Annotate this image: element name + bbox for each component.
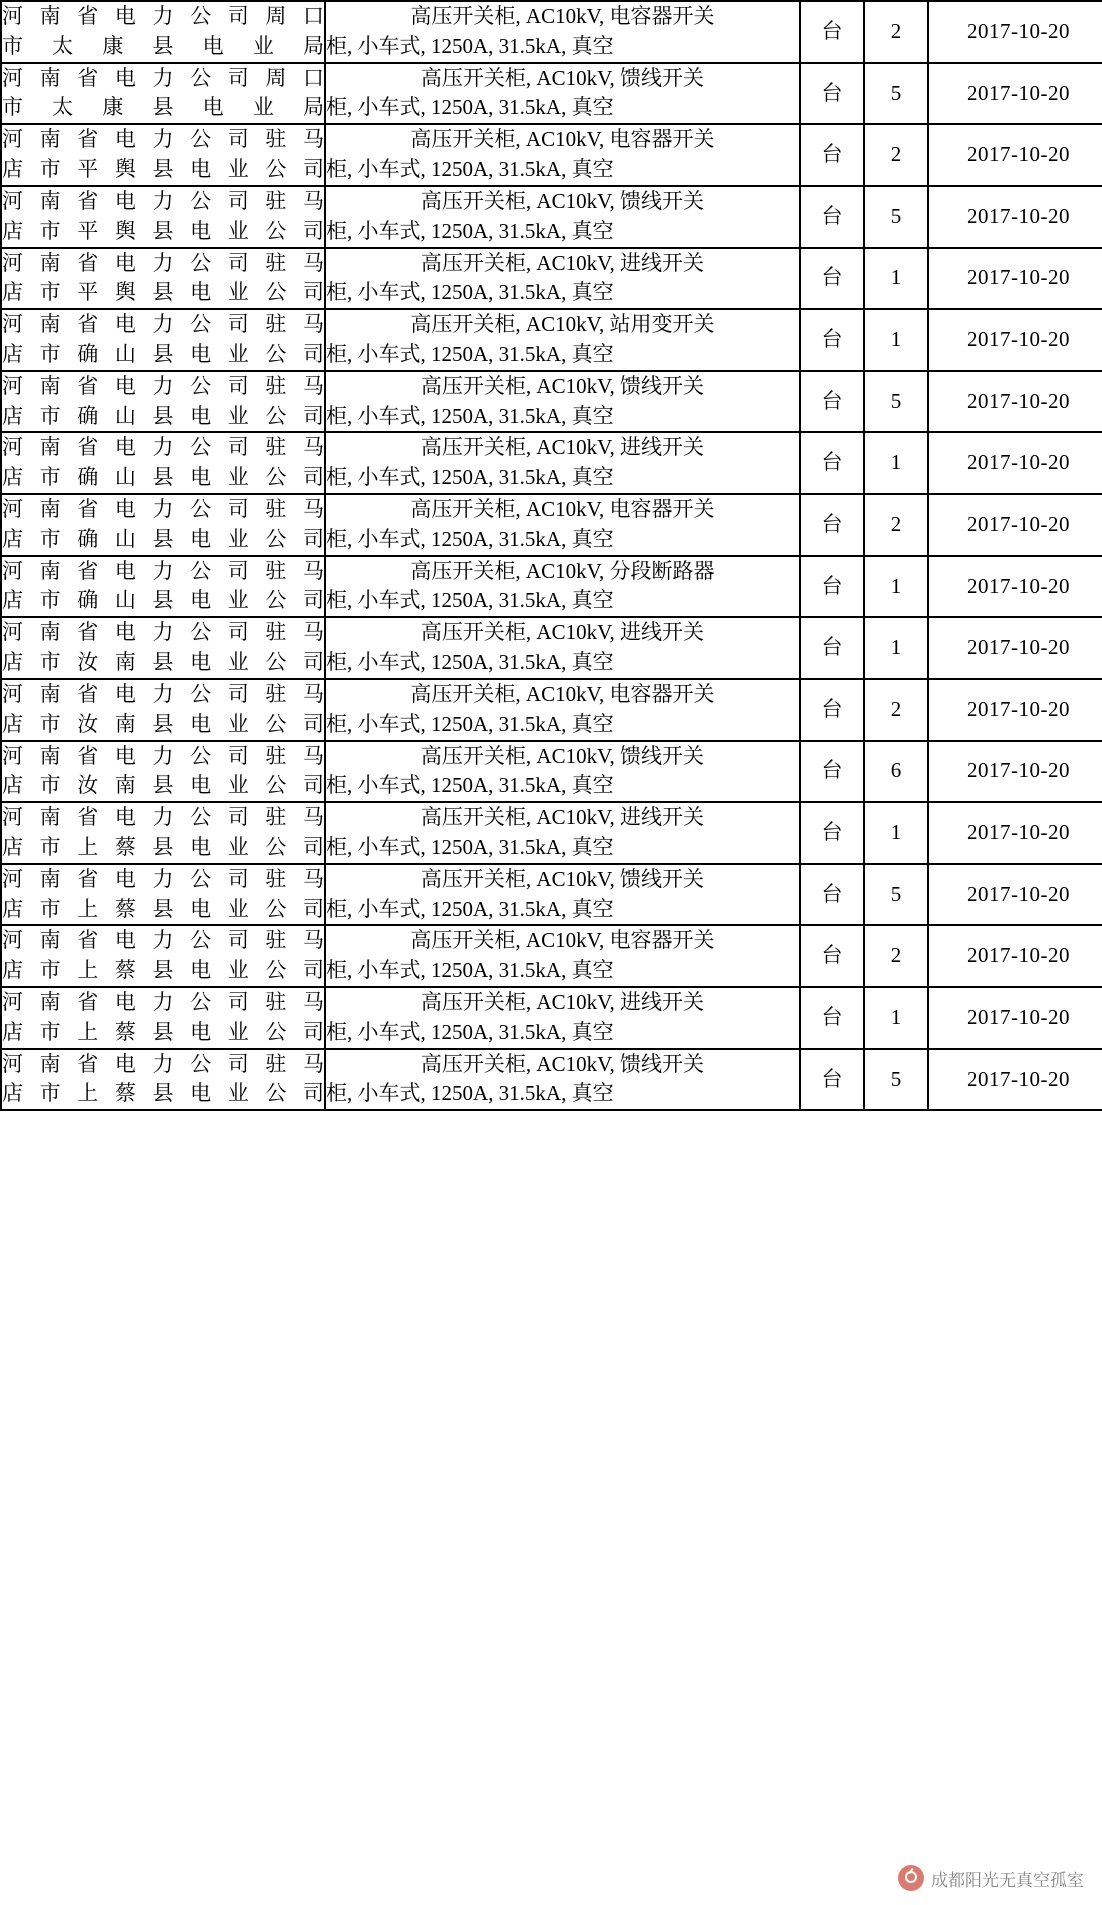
cell-date: 2017-10-20: [928, 432, 1102, 494]
cell-date: 2017-10-20: [928, 987, 1102, 1049]
organization-line-1: 河南省电力公司驻马: [2, 620, 324, 645]
organization-line-2: 店市上蔡县电业公司: [2, 958, 324, 983]
description-line-2: 柜, 小车式, 1250A, 31.5kA, 真空: [326, 650, 614, 675]
cell-unit: 台: [800, 987, 864, 1049]
cell-unit: 台: [800, 741, 864, 803]
description-line-1: 高压开关柜, AC10kV, 站用变开关: [410, 312, 715, 337]
description-line-1: 高压开关柜, AC10kV, 馈线开关: [420, 1051, 705, 1076]
cell-organization: [1, 248, 325, 310]
description-line-1: 高压开关柜, AC10kV, 电容器开关: [410, 127, 715, 152]
organization-line-2: 店市上蔡县电业公司: [2, 1081, 324, 1106]
cell-description: [325, 371, 800, 433]
table-row: [1, 124, 1102, 186]
cell-description: [325, 63, 800, 125]
description-line-1: 高压开关柜, AC10kV, 进线开关: [420, 805, 705, 830]
organization-line-2: 店市上蔡县电业公司: [2, 896, 324, 921]
cell-organization: [1, 617, 325, 679]
organization-line-2: 店市上蔡县电业公司: [2, 834, 324, 859]
organization-line-1: 河南省电力公司驻马: [2, 250, 324, 275]
cell-date: 2017-10-20: [928, 371, 1102, 433]
cell-date: 2017-10-20: [928, 186, 1102, 248]
organization-line-2: 店市确山县电业公司: [2, 526, 324, 551]
table-row: [1, 679, 1102, 741]
cell-quantity: 5: [864, 186, 928, 248]
cell-quantity: 5: [864, 63, 928, 125]
table-row: [1, 987, 1102, 1049]
organization-line-1: 河南省电力公司驻马: [2, 743, 324, 768]
description-line-1: 高压开关柜, AC10kV, 电容器开关: [410, 4, 715, 28]
cell-organization: [1, 679, 325, 741]
cell-organization: [1, 63, 325, 125]
cell-organization: [1, 371, 325, 433]
organization-line-2: 店市平舆县电业公司: [2, 157, 324, 182]
cell-quantity: 1: [864, 802, 928, 864]
cell-date: 2017-10-20: [928, 1049, 1102, 1111]
cell-description: [325, 1049, 800, 1111]
cell-date: 2017-10-20: [928, 124, 1102, 186]
table-row: [1, 371, 1102, 433]
description-line-1: 高压开关柜, AC10kV, 进线开关: [420, 990, 705, 1014]
cell-unit: 台: [800, 186, 864, 248]
cell-organization: [1, 432, 325, 494]
cell-unit: 台: [800, 617, 864, 679]
cell-date: 2017-10-20: [928, 864, 1102, 926]
table-body: [1, 1, 1102, 1110]
cell-unit: 台: [800, 432, 864, 494]
cell-quantity: 5: [864, 864, 928, 926]
organization-line-1: 河南省电力公司驻马: [2, 188, 324, 213]
organization-line-1: 河南省电力公司驻马: [2, 1051, 324, 1076]
cell-description: [325, 802, 800, 864]
table-row: [1, 309, 1102, 371]
watermark: [898, 1865, 1084, 1891]
organization-line-2: 市太康县电业局: [2, 33, 324, 58]
organization-line-2: 店市平舆县电业公司: [2, 280, 324, 305]
organization-line-1: 河南省电力公司驻马: [2, 928, 324, 953]
table-row: [1, 432, 1102, 494]
description-line-1: 高压开关柜, AC10kV, 电容器开关: [410, 928, 715, 953]
organization-line-2: 市太康县电业局: [2, 95, 324, 120]
cell-unit: 台: [800, 1049, 864, 1111]
description-line-1: 高压开关柜, AC10kV, 馈线开关: [420, 65, 705, 90]
description-line-2: 柜, 小车式, 1250A, 31.5kA, 真空: [326, 1019, 614, 1044]
organization-line-1: 河南省电力公司驻马: [2, 558, 324, 583]
cell-organization: [1, 556, 325, 618]
cell-unit: 台: [800, 679, 864, 741]
description-line-2: 柜, 小车式, 1250A, 31.5kA, 真空: [326, 280, 614, 305]
organization-line-2: 店市确山县电业公司: [2, 588, 324, 613]
cell-date: 2017-10-20: [928, 556, 1102, 618]
cell-description: [325, 309, 800, 371]
organization-line-1: 河南省电力公司驻马: [2, 805, 324, 830]
cell-unit: 台: [800, 124, 864, 186]
cell-unit: 台: [800, 248, 864, 310]
table-row: [1, 494, 1102, 556]
cell-date: 2017-10-20: [928, 679, 1102, 741]
cell-quantity: 1: [864, 309, 928, 371]
cell-date: 2017-10-20: [928, 248, 1102, 310]
cell-quantity: 2: [864, 679, 928, 741]
description-line-1: 高压开关柜, AC10kV, 馈线开关: [420, 866, 705, 891]
cell-quantity: 1: [864, 432, 928, 494]
wechat-account-icon: [898, 1865, 924, 1891]
table-row: [1, 1049, 1102, 1111]
cell-quantity: 1: [864, 556, 928, 618]
cell-organization: [1, 1049, 325, 1111]
description-line-2: 柜, 小车式, 1250A, 31.5kA, 真空: [326, 218, 614, 243]
cell-date: 2017-10-20: [928, 1, 1102, 63]
cell-organization: [1, 494, 325, 556]
organization-line-1: 河南省电力公司驻马: [2, 681, 324, 706]
cell-description: [325, 864, 800, 926]
cell-organization: [1, 124, 325, 186]
cell-date: 2017-10-20: [928, 63, 1102, 125]
table-row: [1, 925, 1102, 987]
description-line-2: 柜, 小车式, 1250A, 31.5kA, 真空: [326, 588, 614, 613]
organization-line-1: 河南省电力公司驻马: [2, 866, 324, 891]
description-line-2: 柜, 小车式, 1250A, 31.5kA, 真空: [326, 341, 614, 366]
description-line-1: 高压开关柜, AC10kV, 馈线开关: [420, 373, 705, 398]
organization-line-1: 河南省电力公司驻马: [2, 990, 324, 1014]
cell-date: 2017-10-20: [928, 802, 1102, 864]
description-line-2: 柜, 小车式, 1250A, 31.5kA, 真空: [326, 526, 614, 551]
cell-quantity: 2: [864, 1, 928, 63]
cell-quantity: 5: [864, 1049, 928, 1111]
cell-description: [325, 925, 800, 987]
cell-description: [325, 248, 800, 310]
cell-quantity: 5: [864, 371, 928, 433]
description-line-1: 高压开关柜, AC10kV, 馈线开关: [420, 188, 705, 213]
cell-unit: 台: [800, 63, 864, 125]
description-line-1: 高压开关柜, AC10kV, 进线开关: [420, 435, 705, 460]
organization-line-2: 店市上蔡县电业公司: [2, 1019, 324, 1044]
cell-quantity: 1: [864, 617, 928, 679]
watermark-text: 成都阳光无真空孤室: [931, 1870, 1084, 1890]
cell-description: [325, 186, 800, 248]
cell-date: 2017-10-20: [928, 741, 1102, 803]
description-line-2: 柜, 小车式, 1250A, 31.5kA, 真空: [326, 896, 614, 921]
cell-description: [325, 741, 800, 803]
cell-quantity: 2: [864, 925, 928, 987]
description-line-1: 高压开关柜, AC10kV, 进线开关: [420, 620, 705, 645]
cell-quantity: 1: [864, 987, 928, 1049]
cell-description: [325, 556, 800, 618]
cell-unit: 台: [800, 864, 864, 926]
description-line-2: 柜, 小车式, 1250A, 31.5kA, 真空: [326, 95, 614, 120]
cell-unit: 台: [800, 925, 864, 987]
cell-organization: [1, 987, 325, 1049]
organization-line-1: 河南省电力公司驻马: [2, 497, 324, 521]
cell-organization: [1, 864, 325, 926]
cell-description: [325, 494, 800, 556]
organization-line-2: 店市汝南县电业公司: [2, 773, 324, 798]
cell-description: [325, 1, 800, 63]
organization-line-1: 河南省电力公司驻马: [2, 373, 324, 398]
organization-line-1: 河南省电力公司驻马: [2, 312, 324, 337]
table-row: [1, 864, 1102, 926]
cell-unit: 台: [800, 494, 864, 556]
cell-description: [325, 124, 800, 186]
cell-unit: 台: [800, 1, 864, 63]
description-line-2: 柜, 小车式, 1250A, 31.5kA, 真空: [326, 834, 614, 859]
cell-description: [325, 679, 800, 741]
cell-unit: 台: [800, 371, 864, 433]
description-line-1: 高压开关柜, AC10kV, 分段断路器: [410, 558, 715, 583]
cell-date: 2017-10-20: [928, 494, 1102, 556]
cell-description: [325, 432, 800, 494]
cell-organization: [1, 802, 325, 864]
cell-quantity: 2: [864, 494, 928, 556]
cell-description: [325, 617, 800, 679]
table-row: [1, 802, 1102, 864]
organization-line-2: 店市确山县电业公司: [2, 465, 324, 490]
description-line-1: 高压开关柜, AC10kV, 进线开关: [420, 250, 705, 275]
description-line-2: 柜, 小车式, 1250A, 31.5kA, 真空: [326, 465, 614, 490]
description-line-2: 柜, 小车式, 1250A, 31.5kA, 真空: [326, 773, 614, 798]
description-line-2: 柜, 小车式, 1250A, 31.5kA, 真空: [326, 1081, 614, 1106]
cell-organization: [1, 186, 325, 248]
organization-line-1: 河南省电力公司周口: [2, 4, 324, 28]
description-line-2: 柜, 小车式, 1250A, 31.5kA, 真空: [326, 33, 614, 58]
organization-line-2: 店市汝南县电业公司: [2, 711, 324, 736]
organization-line-1: 河南省电力公司周口: [2, 65, 324, 90]
cell-organization: [1, 925, 325, 987]
description-line-2: 柜, 小车式, 1250A, 31.5kA, 真空: [326, 958, 614, 983]
table-row: [1, 248, 1102, 310]
table-row: [1, 741, 1102, 803]
cell-unit: 台: [800, 309, 864, 371]
cell-unit: 台: [800, 802, 864, 864]
description-line-2: 柜, 小车式, 1250A, 31.5kA, 真空: [326, 157, 614, 182]
cell-date: 2017-10-20: [928, 925, 1102, 987]
cell-date: 2017-10-20: [928, 309, 1102, 371]
organization-line-2: 店市汝南县电业公司: [2, 650, 324, 675]
organization-line-2: 店市平舆县电业公司: [2, 218, 324, 243]
organization-line-2: 店市确山县电业公司: [2, 341, 324, 366]
description-line-1: 高压开关柜, AC10kV, 电容器开关: [410, 497, 715, 521]
description-line-1: 高压开关柜, AC10kV, 馈线开关: [420, 743, 705, 768]
table-row: [1, 617, 1102, 679]
table-row: [1, 1, 1102, 63]
table-row: [1, 63, 1102, 125]
cell-quantity: 6: [864, 741, 928, 803]
cell-quantity: 2: [864, 124, 928, 186]
description-line-2: 柜, 小车式, 1250A, 31.5kA, 真空: [326, 403, 614, 428]
cell-organization: [1, 1, 325, 63]
description-line-1: 高压开关柜, AC10kV, 电容器开关: [410, 681, 715, 706]
table-row: [1, 186, 1102, 248]
cell-date: 2017-10-20: [928, 617, 1102, 679]
organization-line-1: 河南省电力公司驻马: [2, 127, 324, 152]
cell-organization: [1, 309, 325, 371]
cell-quantity: 1: [864, 248, 928, 310]
organization-line-1: 河南省电力公司驻马: [2, 435, 324, 460]
description-line-2: 柜, 小车式, 1250A, 31.5kA, 真空: [326, 711, 614, 736]
organization-line-2: 店市确山县电业公司: [2, 403, 324, 428]
cell-description: [325, 987, 800, 1049]
cell-unit: 台: [800, 556, 864, 618]
table-row: [1, 556, 1102, 618]
cell-organization: [1, 741, 325, 803]
